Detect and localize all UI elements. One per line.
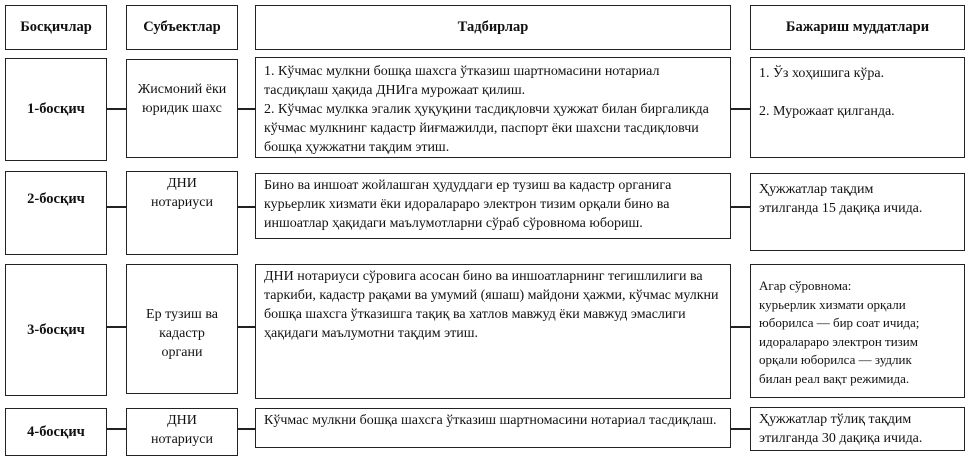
connector	[107, 108, 126, 110]
actions-4: Кўчмас мулкни бошқа шахсга ўтказиш шартномасини нотариал тасдиқлаш.	[255, 408, 731, 448]
term-item: курьерлик хизмати орқали юборилса — бир соат ичида;	[759, 296, 920, 330]
action-item: 2. Кўчмас мулкка эгалик ҳуқуқини тасдиқловчи ҳужжат билан биргаликда кўчмас мулкнинг кадастр йиғмажилди, паспорт ёки шахсни тасдиқловчи бошқа ҳужжатни тақдим этиш.	[264, 102, 709, 155]
stage-2: 2-босқич	[5, 171, 107, 255]
header-actions: Тадбирлар	[255, 5, 731, 50]
subject-4: ДНИ нотариуси	[126, 408, 238, 456]
connector	[731, 108, 750, 110]
connector	[238, 108, 255, 110]
connector	[731, 206, 750, 208]
terms-2: Ҳужжатлар тақдим этилганда 15 дақиқа ичида.	[750, 173, 965, 251]
stage-4: 4-босқич	[5, 408, 107, 456]
actions-2: Бино ва иншоат жойлашган ҳудуддаги ер тузиш ва кадастр органига курьерлик хизмати ёки идоралараро электрон тизим орқали бино ва иншоатлар ҳақидаги маълумотларни сўраб сўровнома юбориш.	[255, 173, 731, 239]
connector	[238, 326, 255, 328]
connector	[731, 326, 750, 328]
subject-2: ДНИ нотариуси	[126, 171, 238, 255]
header-stages: Босқичлар	[5, 5, 107, 50]
action-item: 1. Кўчмас мулкни бошқа шахсга ўтказиш шартномасини нотариал тасдиқлаш ҳақида ДНИга мурожаат қилиш.	[264, 64, 660, 98]
term-item: Агар сўровнома:	[759, 278, 852, 293]
connector	[107, 206, 126, 208]
terms-4: Ҳужжатлар тўлиқ тақдим этилганда 30 дақиқа ичида.	[750, 407, 965, 451]
connector	[238, 206, 255, 208]
term-item: 2. Мурожаат қилганда.	[759, 104, 895, 119]
terms-3	[750, 264, 965, 398]
connector	[107, 326, 126, 328]
connector	[731, 428, 750, 430]
subject-1: Жисмоний ёки юридик шахс	[126, 59, 238, 158]
connector	[238, 428, 255, 430]
connector	[107, 428, 126, 430]
header-subjects: Субъектлар	[126, 5, 238, 50]
stage-3: 3-босқич	[5, 264, 107, 396]
actions-3: ДНИ нотариуси сўровига асосан бино ва иншоатларнинг тегишлилиги ва таркиби, кадастр рақами ва умумий (яшаш) майдони ҳажми, кўчмас мулкни бошқа шахсга ўтказишга тақиқ ва хатлов мавжуд ёки мавжуд эмаслиги ҳақидаги маълумотни тақдим этиш.	[255, 264, 731, 399]
stage-1: 1-босқич	[5, 58, 107, 161]
term-item: 1. Ўз хоҳишига кўра.	[759, 66, 885, 81]
header-terms: Бажариш муддатлари	[750, 5, 965, 50]
term-item: идоралараро электрон тизим орқали юборилса — зудлик билан реал вақт режимида.	[759, 333, 918, 386]
subject-3: Ер тузиш ва кадастр органи	[126, 264, 238, 394]
actions-1	[255, 57, 731, 158]
terms-1	[750, 57, 965, 158]
